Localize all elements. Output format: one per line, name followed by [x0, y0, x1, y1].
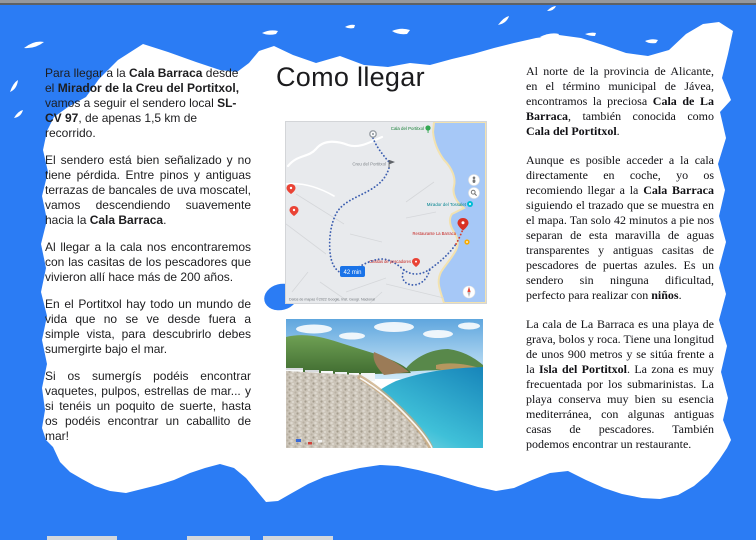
bottom-strip — [47, 536, 117, 540]
left-column — [45, 66, 251, 444]
map-attribution: Datos de mapas ©2022 Google, Inst. Geogr. Nacional — [289, 297, 375, 302]
svg-text:42 min: 42 min — [343, 269, 362, 276]
pegman-icon — [469, 175, 480, 186]
walk-time-badge — [340, 266, 365, 277]
paragraph: Para llegar a la Cala Barraca desde el Mirador de la Creu del Portitxol, vamos a seguir el sendero local SL-CV 97, de apenas 1,5 km de recorrido. — [45, 66, 240, 140]
paragraph: Aunque es posible acceder a la cala directamente en coche, yo os recomiendo llegar a la Cala Barraca siguiendo el trazado que se muestra en el mapa. Tan solo 42 minutos a pie nos separan de esta maravilla de aguas transparentes y antiguas casitas de pescadores de puertas azules. Es un sendero sin ninguna dificultad, perfecto para realizar con niños. — [526, 153, 714, 302]
paragraph: Al llegar a la cala nos encontraremos con las casitas de los pescadores que vivieron allí hace más de 200 años. — [45, 240, 251, 284]
map-label-trail-start: Creu del Portitxol — [352, 161, 386, 167]
map-label-houses: Casitas de pescadores — [369, 259, 411, 264]
compass-icon — [463, 286, 475, 298]
paragraph: En el Portitxol hay todo un mundo de vida que no se ve desde fuera a simple vista, para descubrirlo debes sumergirte bajo el mar. — [45, 297, 251, 356]
map-label-viewpoint: Mirador del Tossalet — [426, 202, 466, 207]
bottom-strip — [263, 536, 333, 540]
window-top-edge — [0, 0, 756, 5]
route-map[interactable] — [286, 122, 486, 303]
paragraph: Al norte de la provincia de Alicante, en el término municipal de Jávea, encontramos la preciosa Cala de La Barraca, también conocida como Cala del Portitxol. — [526, 64, 714, 138]
route-map-canvas — [286, 122, 486, 303]
page-title: Como llegar — [276, 62, 425, 92]
magnifier-icon — [469, 188, 480, 199]
map-label-restaurant: Restaurante La Barraca — [412, 231, 456, 236]
paragraph: Si os sumergís podéis encontrar vaquetes, pulpos, estrellas de mar... y si tenéis un poquito de suerte, hasta os podéis encontrar un caballito de mar! — [45, 369, 251, 443]
teal-pin-icon — [467, 201, 473, 207]
right-column — [526, 64, 714, 452]
waypoint-icon — [370, 131, 376, 137]
yellow-pin-icon — [464, 239, 469, 244]
map-label-cove: Cala del Portitxol — [390, 126, 424, 131]
paragraph: El sendero está bien señalizado y no tiene pérdida. Entre pinos y antiguas terrazas de bancales de uva moscatel, vamos descendiendo suavemente hacia la Cala Barraca. — [45, 153, 251, 227]
beach-photo-canvas — [286, 319, 483, 448]
beach-photo[interactable] — [286, 319, 483, 448]
paragraph: La cala de La Barraca es una playa de grava, bolos y roca. Tiene una longitud de unos 900 metros y se sitúa frente a la Isla del Portitxol. La zona es muy frecuentada por los submarinistas. La playa conserva muy bien su esencia mediterránea, con algunas antiguas casas de pescadores. También podemos encontrar un restaurante. — [526, 317, 714, 451]
bottom-strip — [187, 536, 250, 540]
